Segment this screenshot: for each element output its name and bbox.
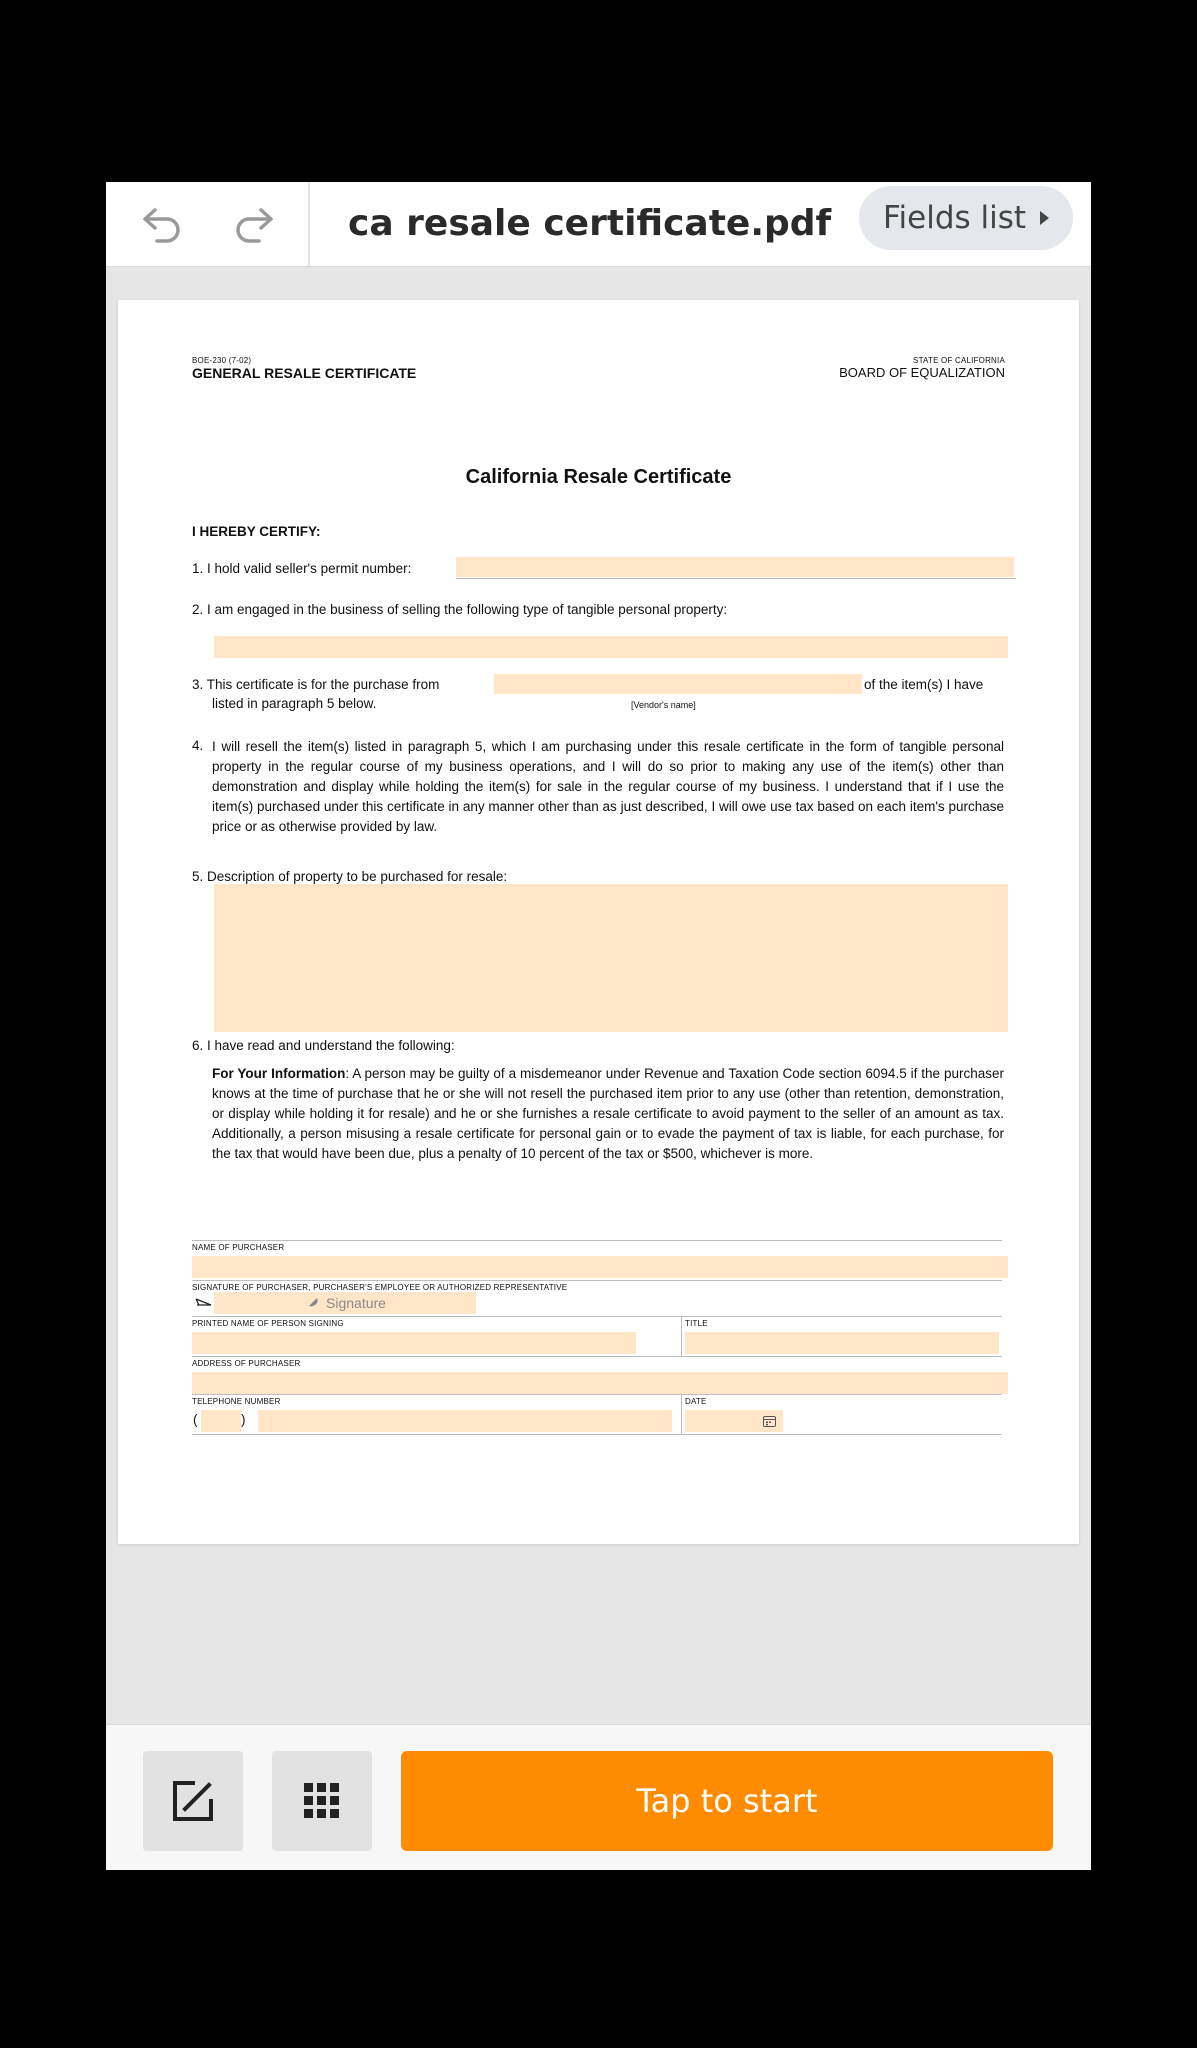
- grid-icon: [302, 1781, 342, 1821]
- item-4-number: 4.: [192, 738, 204, 753]
- pdf-editor-app: [106, 182, 1091, 1870]
- property-type-field[interactable]: [214, 636, 1008, 658]
- undo-button[interactable]: [132, 196, 192, 252]
- rule-bottom: [192, 1434, 1002, 1435]
- item-3-suffix: of the item(s) I have: [864, 677, 984, 692]
- address-label: ADDRESS OF PURCHASER: [192, 1359, 301, 1368]
- rule-printed-top: [192, 1316, 1002, 1317]
- toolbar-divider: [308, 182, 310, 266]
- rule-signature-top: [192, 1280, 1002, 1281]
- rule-address-top: [192, 1356, 1002, 1357]
- title-divider: [681, 1316, 682, 1356]
- bottom-toolbar: [106, 1724, 1091, 1870]
- phone-label: TELEPHONE NUMBER: [192, 1397, 281, 1406]
- permit-number-field[interactable]: [456, 557, 1014, 577]
- signature-field[interactable]: [214, 1292, 476, 1314]
- form-code: BOE-230 (7-02): [192, 356, 252, 365]
- item-3-continued: listed in paragraph 5 below.: [212, 696, 377, 711]
- caret-right-icon: [1040, 211, 1049, 225]
- name-label: NAME OF PURCHASER: [192, 1243, 285, 1252]
- edit-button[interactable]: [143, 1751, 243, 1851]
- phone-open-paren: (: [193, 1412, 198, 1427]
- fields-list-label: Fields list: [882, 200, 1027, 236]
- state-label: STATE OF CALIFORNIA: [913, 356, 1005, 365]
- vendor-caption: [Vendor's name]: [631, 700, 696, 710]
- sign-pen-icon: [195, 1297, 213, 1307]
- fyi-label: For Your Information: [212, 1066, 346, 1081]
- document-title: ca resale certificate.pdf: [348, 203, 832, 244]
- address-field[interactable]: [192, 1372, 1008, 1394]
- top-toolbar: [106, 182, 1091, 267]
- printed-name-field[interactable]: [192, 1332, 636, 1354]
- phone-number-field[interactable]: [258, 1410, 672, 1432]
- date-label: DATE: [685, 1397, 707, 1406]
- edit-icon: [171, 1779, 215, 1823]
- redo-icon: [231, 204, 277, 244]
- printed-name-label: PRINTED NAME OF PERSON SIGNING: [192, 1319, 344, 1328]
- document-page: [118, 300, 1079, 1544]
- rule-phone-top: [192, 1394, 1002, 1395]
- fields-list-button[interactable]: [859, 186, 1073, 250]
- grid-button[interactable]: [272, 1751, 372, 1851]
- date-divider: [681, 1394, 682, 1434]
- phone-area-code-field[interactable]: [201, 1410, 241, 1432]
- vendor-name-field[interactable]: [494, 674, 862, 694]
- item-2-label: 2. I am engaged in the business of selling the following type of tangible personal property:: [192, 602, 728, 617]
- purchaser-name-field[interactable]: [192, 1256, 1008, 1278]
- certify-label: I HEREBY CERTIFY:: [192, 524, 321, 539]
- item-4-text: I will resell the item(s) listed in paragraph 5, which I am purchasing under this resale certificate in the form of tangible personal property in the regular course of my business operations, and I will do so prior to making any use of the item(s) other than demonstration and display while holding the item(s) for sale in the regular course of my business. I understand that if I use the item(s) purchased under this certificate in any manner other than as just described, I will owe use tax based on each item's purchase price or as otherwise provided by law.: [212, 739, 1004, 834]
- item-6-label: 6. I have read and understand the following:: [192, 1038, 455, 1053]
- item-5-label: 5. Description of property to be purchased for resale:: [192, 869, 508, 884]
- item-1-label: 1. I hold valid seller's permit number:: [192, 561, 412, 576]
- form-heading: California Resale Certificate: [465, 466, 732, 488]
- fyi-paragraph: [212, 1064, 1004, 1164]
- date-field[interactable]: [685, 1410, 783, 1432]
- redo-button[interactable]: [224, 196, 284, 252]
- calendar-icon[interactable]: [763, 1415, 776, 1427]
- form-name: GENERAL RESALE CERTIFICATE: [192, 365, 417, 381]
- feather-icon: [304, 1296, 320, 1310]
- item-3-label: 3. This certificate is for the purchase from: [192, 677, 440, 692]
- undo-icon: [139, 204, 185, 244]
- permit-underline: [456, 578, 1016, 579]
- title-label: TITLE: [685, 1319, 708, 1328]
- fyi-text: : A person may be guilty of a misdemeanor under Revenue and Taxation Code section 6094.5 if the purchaser knows at the time of purchase that he or she will not resell the purchased item prior to any use (other than retention, demonstration, or display while holding it for resale) and he or she furnishes a resale certificate to avoid payment to the seller of an amount as tax. Additionally, a person misusing a resale certificate for personal gain or to evade the payment of tax is liable, for each purchase, for the tax that would have been due, plus a penalty of 10 percent of the tax or $500, whichever is more.: [212, 1066, 1004, 1161]
- title-field[interactable]: [685, 1332, 999, 1354]
- board-label: BOARD OF EQUALIZATION: [839, 365, 1005, 380]
- property-description-field[interactable]: [214, 884, 1008, 1032]
- signature-placeholder: Signature: [326, 1295, 386, 1311]
- signature-label: SIGNATURE OF PURCHASER, PURCHASER'S EMPLOYEE OR AUTHORIZED REPRESENTATIVE: [192, 1283, 568, 1292]
- phone-close-paren: ): [241, 1412, 246, 1427]
- rule-name-top: [192, 1240, 1002, 1241]
- tap-to-start-button[interactable]: Tap to start: [401, 1751, 1053, 1851]
